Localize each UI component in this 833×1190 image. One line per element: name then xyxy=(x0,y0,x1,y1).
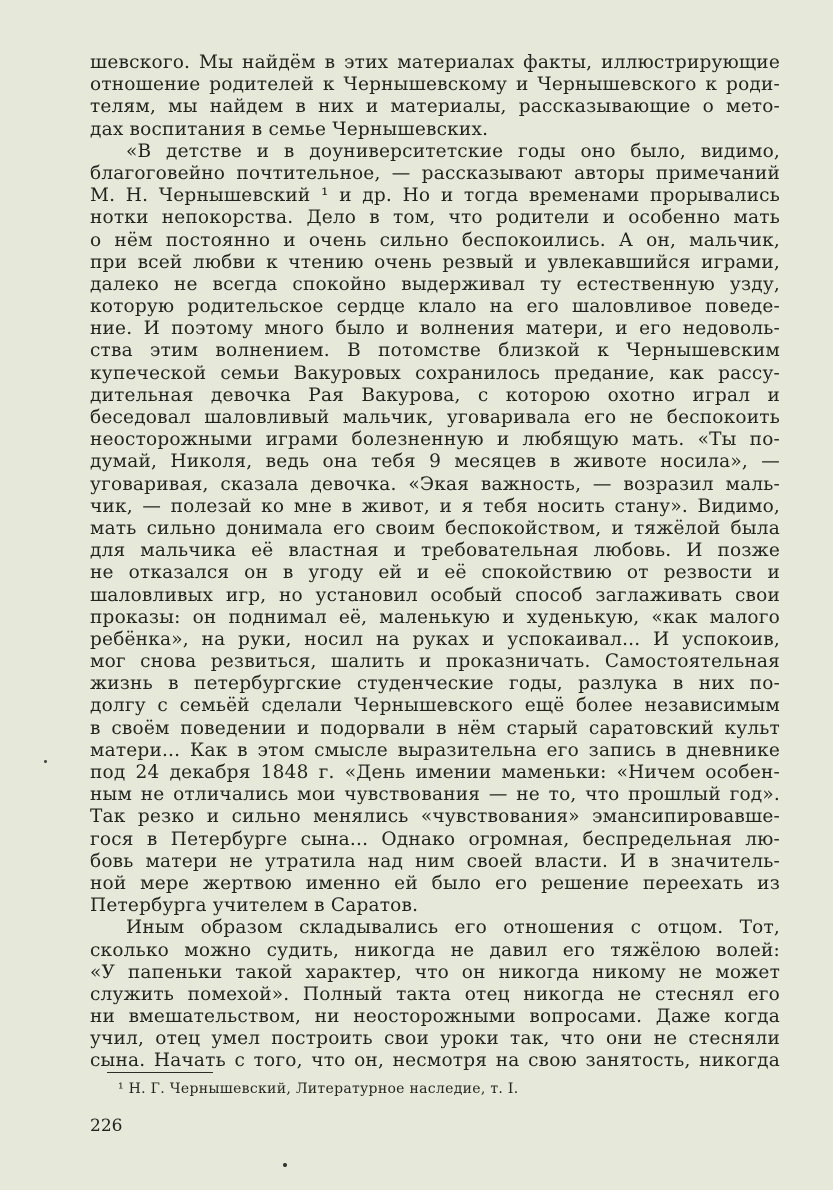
text-line: проказы: он поднимал её, маленькую и худенькую, «как малого xyxy=(90,606,780,628)
text-line: не отказался он в угоду ей и её спокойствию от резвости и xyxy=(90,562,780,584)
text-line: гося в Петербурге сына... Однако огромная, беспредельная лю- xyxy=(90,828,780,850)
text-line: купеческой семьи Вакуровых сохранилось предание, как рассу- xyxy=(90,362,780,384)
text-line: жизнь в петербургские студенческие годы, разлука в них по- xyxy=(90,673,780,695)
text-line: уговаривая, сказала девочка. «Экая важность, — возразил маль- xyxy=(90,473,780,495)
text-line: М. Н. Чернышевский ¹ и др. Но и тогда временами прорывались xyxy=(90,185,780,207)
text-line: ной мере жертвою именно ей было его решение переехать из xyxy=(90,872,780,894)
text-line: неосторожными играми болезненную и любящую мать. «Ты по- xyxy=(90,429,780,451)
text-line: благоговейно почтительное, — рассказывают авторы примечаний xyxy=(90,162,780,184)
text-line: ни вмешательством, ни неосторожными вопросами. Даже когда xyxy=(90,1006,780,1028)
text-line: дительная девочка Рая Вакурова, с которою охотно играл и xyxy=(90,384,780,406)
text-line: Так резко и сильно менялись «чувствования» эмансипировавше- xyxy=(90,806,780,828)
text-line: телям, мы найдем в них и материалы, рассказывающие о мето- xyxy=(90,96,780,118)
text-line: при всей любви к чтению очень резвый и увлекавшийся играми, xyxy=(90,251,780,273)
text-line: «В детстве и в доуниверситетские годы оно было, видимо, xyxy=(126,140,780,162)
margin-speck xyxy=(44,760,47,763)
text-line: мать сильно донимала его своим беспокойством, и тяжёлой была xyxy=(90,517,780,539)
text-line: отношение родителей к Чернышевскому и Чернышевского к роди- xyxy=(90,74,780,96)
text-line: шевского. Мы найдём в этих материалах факты, иллюстрирующие xyxy=(90,52,780,73)
text-line: думай, Николя, ведь она тебя 9 месяцев в животе носила», — xyxy=(90,451,780,473)
text-line: Петербурга учителем в Саратов. xyxy=(90,895,419,917)
text-line: Иным образом складывались его отношения с отцом. Тот, xyxy=(126,917,780,939)
text-line: сына. Начать с того, что он, несмотря на свою занятость, никогда xyxy=(90,1050,780,1072)
bottom-speck xyxy=(283,1163,287,1167)
text-line: бовь матери не утратила над ним своей власти. И в значитель- xyxy=(90,850,780,872)
footnote: ¹ Н. Г. Чернышевский, Литературное наследие, т. I. xyxy=(118,1081,519,1097)
page-number: 226 xyxy=(90,1116,123,1136)
text-line: служить помехой». Полный такта отец никогда не стеснял его xyxy=(90,983,780,1005)
text-line: ным не отличались мои чувствования — не то, что прошлый год». xyxy=(90,784,780,806)
text-line: дах воспитания в семье Чернышевских. xyxy=(90,118,489,140)
footnote-divider xyxy=(107,1072,213,1073)
text-line: под 24 декабря 1848 г. «День имении маменьки: «Ничем особен- xyxy=(90,762,780,783)
text-line: о нём постоянно и очень сильно беспокоились. А он, мальчик, xyxy=(90,229,780,251)
text-line: далеко не всегда спокойно выдерживал ту естественную узду, xyxy=(90,273,780,295)
text-line: беседовал шаловливый мальчик, уговаривала его не беспокоить xyxy=(90,407,780,428)
text-line: «У папеньки такой характер, что он никогда никому не может xyxy=(90,961,780,983)
text-line: для мальчика её властная и требовательная любовь. И позже xyxy=(90,540,780,562)
body-text xyxy=(90,52,780,1073)
text-line: чик, — полезай ко мне в живот, и я тебя носить стану». Видимо, xyxy=(90,495,780,517)
text-line: в своём поведении и подорвали в нём старый саратовский культ xyxy=(90,717,780,739)
text-line: нотки непокорства. Дело в том, что родители и особенно мать xyxy=(90,207,780,229)
text-line: матери... Как в этом смысле выразительна его запись в дневнике xyxy=(90,739,780,761)
text-line: мог снова резвиться, шалить и проказничать. Самостоятельная xyxy=(90,651,780,673)
text-line: ние. И поэтому много было и волнения матери, и его недоволь- xyxy=(90,318,780,340)
text-line: учил, отец умел построить свои уроки так, что они не стесняли xyxy=(90,1028,780,1050)
text-line: сколько можно судить, никогда не давил его тяжёлою волей: xyxy=(90,939,780,961)
text-line: долгу с семьёй сделали Чернышевского ещё более независимым xyxy=(90,695,780,717)
text-line: шаловливых игр, но установил особый способ заглаживать свои xyxy=(90,584,780,606)
text-line: ства этим волнением. В потомстве близкой к Чернышевским xyxy=(90,340,780,362)
text-line: которую родительское сердце клало на его шаловливое поведе- xyxy=(90,296,780,318)
text-line: ребёнка», на руки, носил на руках и успокаивал... И успокоив, xyxy=(90,628,780,650)
